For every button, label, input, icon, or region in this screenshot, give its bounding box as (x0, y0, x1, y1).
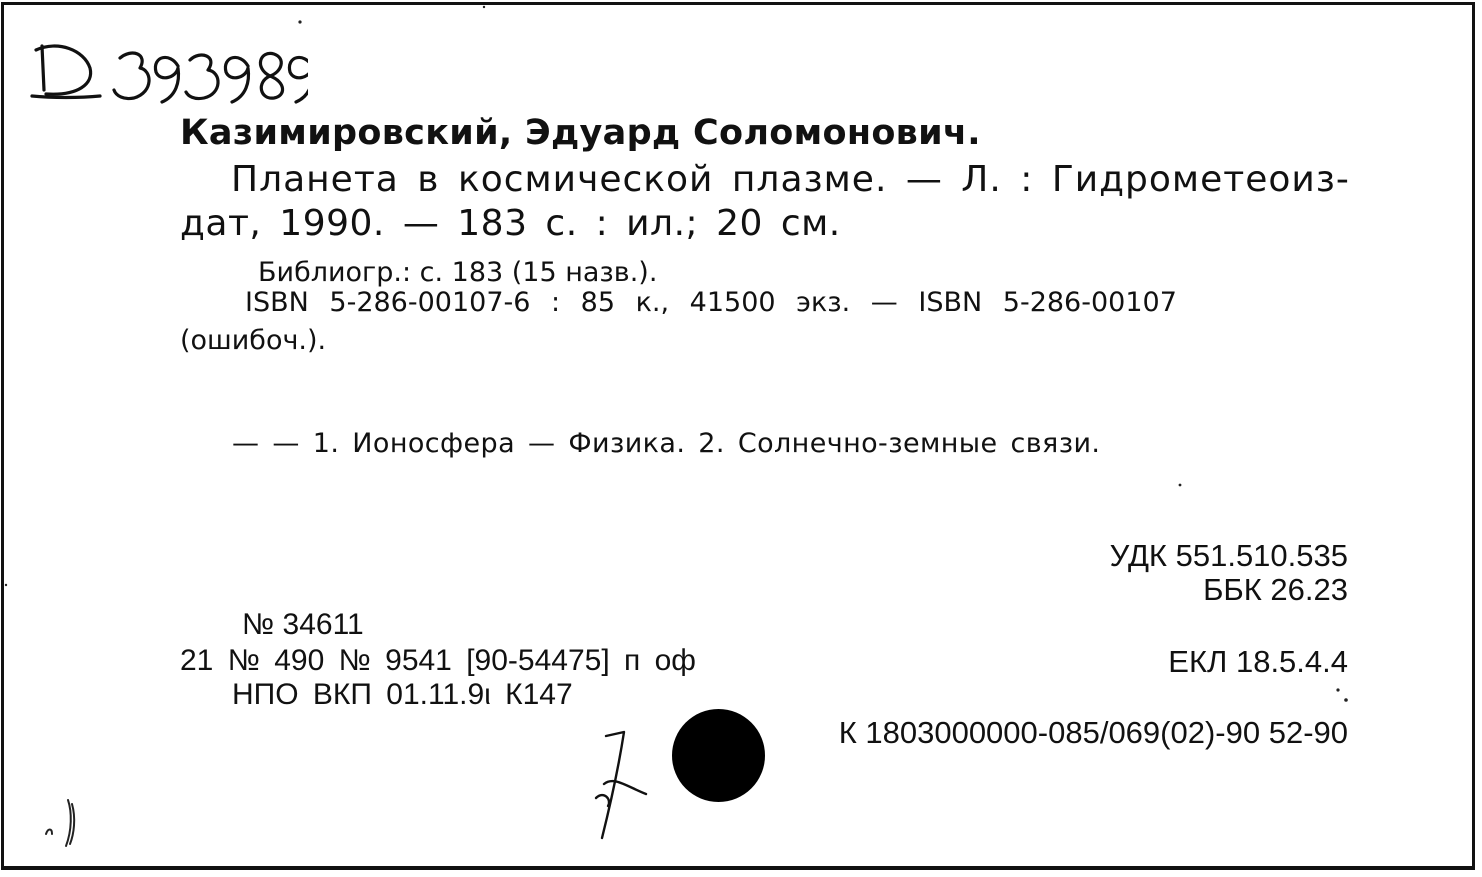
bibliography-note: Библиогр.: с. 183 (15 назв.). (258, 257, 658, 288)
ekl-code: ЕКЛ 18.5.4.4 (1168, 644, 1348, 679)
print-order-line: 21 № 490 № 9541 [90-54475] п оф (180, 644, 696, 677)
subject-headings: — — 1. Ионосфера — Физика. 2. Солнечно-земные связи. (232, 428, 1101, 459)
isbn-line-1: ISBN 5-286-00107-6 : 85 к., 41500 экз. — ISBN 5-286-00107 (245, 287, 1177, 318)
npo-line: НПО ВКП 01.11.9ι К147 (232, 678, 573, 711)
order-number: № 34611 (242, 608, 364, 641)
isbn-line-2: (ошибоч.). (180, 325, 327, 356)
title-line-2: дат, 1990. — 183 с. : ил.; 20 см. (180, 203, 841, 244)
title-line-1: Планета в космической плазме. — Л. : Гидрометеоиз- (231, 159, 1350, 200)
udk-code: УДК 551.510.535 (1109, 538, 1348, 573)
author-heading: Казимировский, Эдуард Соломонович. (180, 113, 981, 153)
k-code: К 1803000000-085/069(02)-90 52-90 (838, 715, 1348, 750)
bbk-code: ББК 26.23 (1203, 572, 1348, 607)
